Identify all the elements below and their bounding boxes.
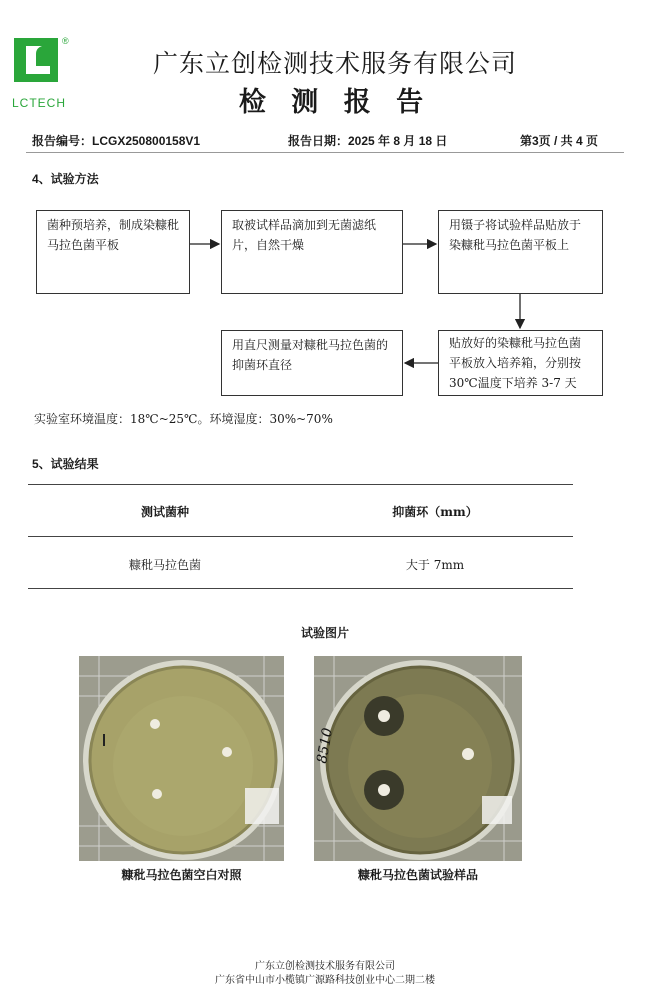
flow-step-5: 用直尺测量对糠秕马拉色菌的抑菌环直径 (221, 330, 403, 396)
logo-text: LCTECH (12, 96, 67, 110)
report-title: 检 测 报 告 (238, 87, 432, 118)
flow-step-3: 用镊子将试验样品贴放于染糠秕马拉色菌平板上 (438, 210, 603, 294)
flow-step-4: 贴放好的染糠秕马拉色菌平板放入培养箱，分别按30℃温度下培养 3-7 天 (438, 330, 603, 396)
results-heading: 5、试验结果 (32, 457, 99, 471)
disc-1 (150, 719, 160, 729)
flow-step-1: 菌种预培养，制成染糠秕马拉色菌平板 (36, 210, 190, 294)
cell-species: 糠秕马拉色菌 (128, 558, 201, 572)
disc-3 (152, 789, 162, 799)
table-top-rule (28, 484, 573, 485)
environment-conditions: 实验室环境温度：18℃~25℃。环境湿度：30%~70% (34, 412, 333, 426)
disc-2 (378, 784, 390, 796)
flow-step-2: 取被试样品滴加到无菌滤纸片，自然干燥 (221, 210, 403, 294)
disc-1 (378, 710, 390, 722)
col-header-species: 测试菌种 (140, 505, 189, 519)
plate-marking: 8510 (314, 726, 337, 765)
registered-mark: ® (62, 36, 69, 46)
test-plate-caption: 糠秕马拉色菌试验样品 (357, 868, 478, 882)
col-header-zone: 抑菌环（mm） (392, 505, 478, 519)
company-name: 广东立创检测技术服务有限公司 (152, 49, 517, 78)
cell-zone: 大于 7mm (405, 558, 465, 572)
footer-company: 广东立创检测技术服务有限公司 (255, 961, 395, 972)
disc-2 (222, 747, 232, 757)
page-number: 第3页 / 共 4 页 (520, 134, 599, 148)
control-plate-caption: 糠秕马拉色菌空白对照 (121, 868, 242, 882)
flow-arrows (0, 0, 650, 420)
footer-address: 广东省中山市小榄镇广源路科技创业中心二期二楼 (215, 975, 435, 986)
table-header-rule (28, 536, 573, 537)
report-number: 报告编号：LCGX250800158V1 (32, 134, 201, 148)
photos-heading: 试验图片 (300, 626, 349, 640)
disc-3 (462, 748, 474, 760)
report-date: 报告日期：2025 年 8 月 18 日 (288, 134, 448, 148)
table-bottom-rule (28, 588, 573, 589)
method-heading: 4、试验方法 (32, 172, 99, 186)
control-plate-photo (79, 656, 284, 861)
test-plate-photo (314, 656, 522, 861)
